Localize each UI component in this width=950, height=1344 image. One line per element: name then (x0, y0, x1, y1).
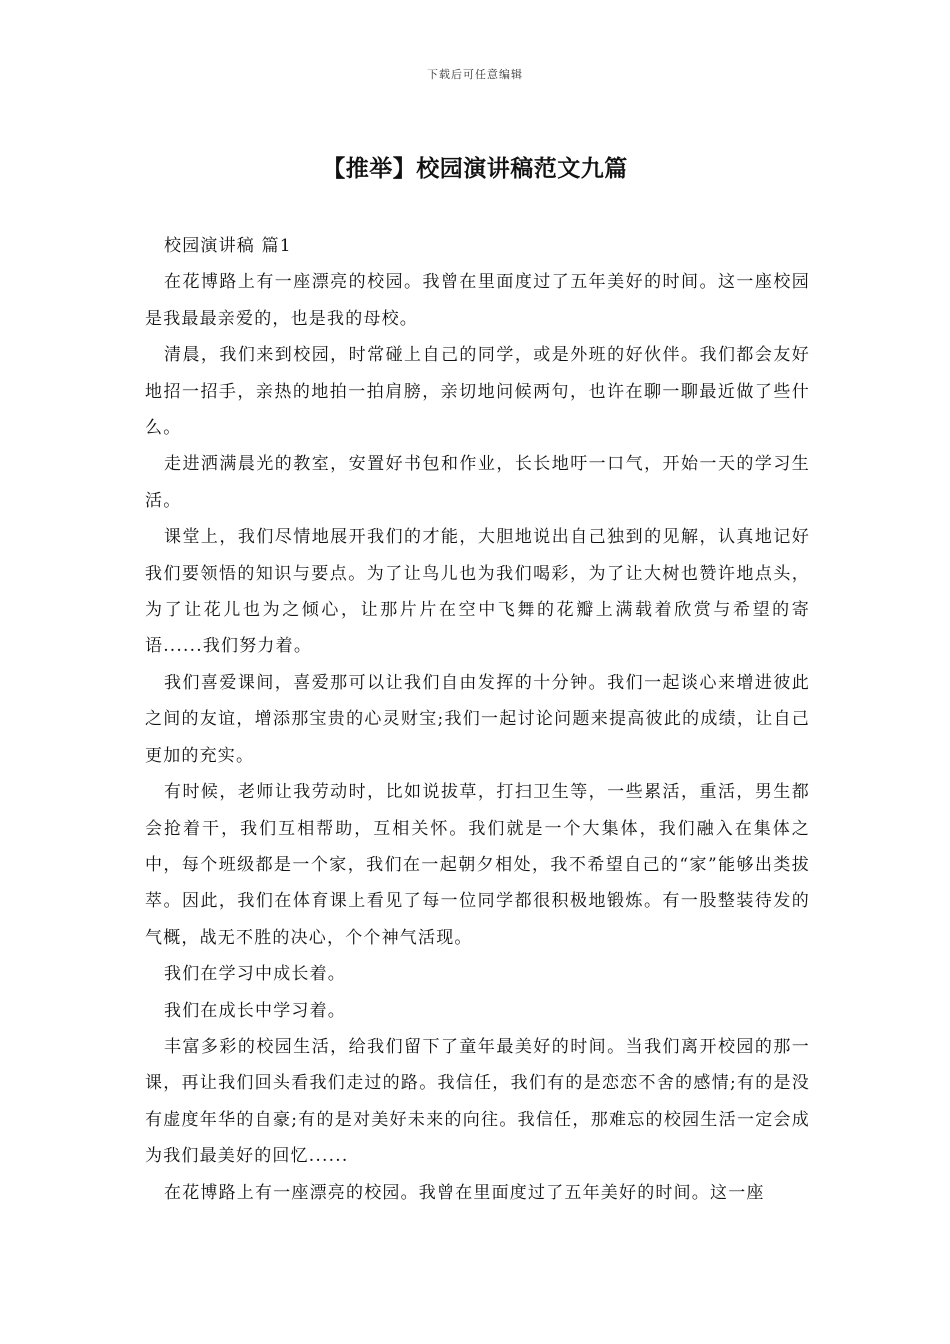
paragraph: 走进洒满晨光的教室，安置好书包和作业，长长地吁一口气，开始一天的学习生活。 (145, 454, 810, 511)
document-body (145, 228, 810, 1211)
paragraph: 在花博路上有一座漂亮的校园。我曾在里面度过了五年美好的时间。这一座 (164, 1182, 765, 1203)
section-heading: 校园演讲稿 篇1 (164, 236, 292, 256)
paragraph: 在花博路上有一座漂亮的校园。我曾在里面度过了五年美好的时间。这一座校园是我最最亲爱的，也是我的母校。 (145, 272, 810, 329)
paragraph: 清晨，我们来到校园，时常碰上自己的同学，或是外班的好伙伴。我们都会友好地招一招手，亲热的地拍一拍肩膀，亲切地问候两句，也许在聊一聊最近做了些什么。 (145, 345, 810, 439)
paragraph: 有时候，老师让我劳动时，比如说拔草，打扫卫生等，一些累活，重活，男生都会抢着干，我们互相帮助，互相关怀。我们就是一个大集体，我们融入在集体之中，每个班级都是一个家，我们在一起朝夕相处，我不希望自己的“家”能够出类拔萃。因此，我们在体育课上看见了每一位同学都很积极地锻炼。有一股整装待发的气概，战无不胜的决心，个个神气活现。 (145, 782, 810, 948)
paragraph: 我们在成长中学习着。 (164, 1000, 346, 1021)
paragraph: 课堂上，我们尽情地展开我们的才能，大胆地说出自己独到的见解，认真地记好我们要领悟的知识与要点。为了让鸟儿也为我们喝彩，为了让大树也赞许地点头，为了让花儿也为之倾心，让那片片在空中飞舞的花瓣上满载着欣赏与希望的寄语......我们努力着。 (145, 527, 810, 657)
document-title: 【推举】校园演讲稿范文九篇 (322, 155, 628, 182)
paragraph: 我们在学习中成长着。 (164, 964, 346, 985)
paragraph: 我们喜爱课间，喜爱那可以让我们自由发挥的十分钟。我们一起谈心来增进彼此之间的友谊，增添那宝贵的心灵财宝;我们一起讨论问题来提高彼此的成绩，让自己更加的充实。 (145, 672, 810, 766)
header-note: 下载后可任意编辑 (427, 68, 523, 81)
paragraph: 丰富多彩的校园生活，给我们留下了童年最美好的时间。当我们离开校园的那一课，再让我们回头看我们走过的路。我信任，我们有的是恋恋不舍的感情;有的是没有虚度年华的自豪;有的是对美好未来的向往。我信任，那难忘的校园生活一定会成为我们最美好的回忆...... (145, 1036, 810, 1167)
